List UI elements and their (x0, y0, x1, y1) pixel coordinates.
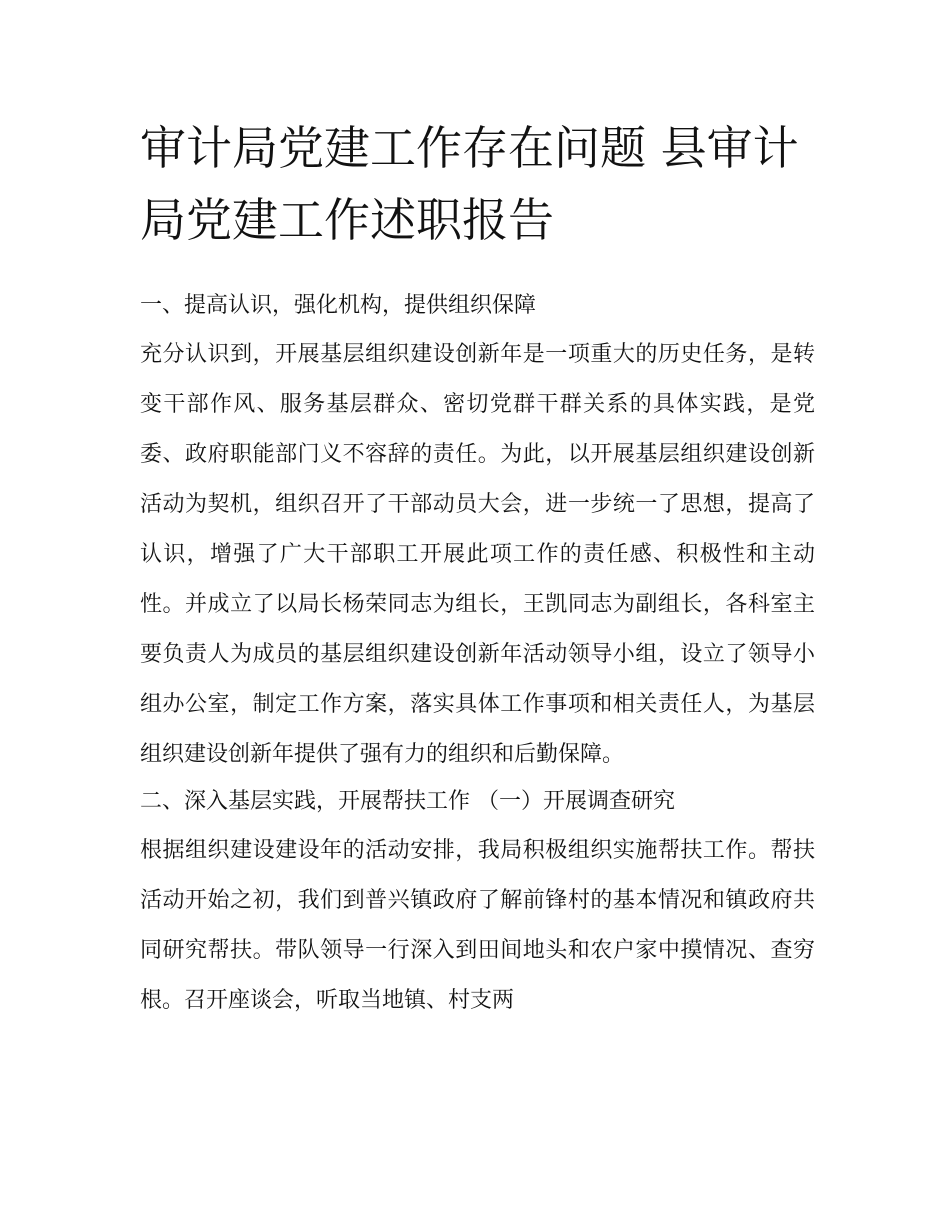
section-heading-1: 一、提高认识，强化机构，提供组织保障 (140, 293, 537, 318)
section-paragraph-1: 充分认识到，开展基层组织建设创新年是一项重大的历史任务，是转变干部作风、服务基层群众、密切党群干群关系的具体实践，是党委、政府职能部门义不容辞的责任。为此，以开展基层组织建设创新活动为契机，组织召开了干部动员大会，进一步统一了思想，提高了认识，增强了广大干部职工开展此项工作的责任感、积极性和主动性。并成立了以局长杨荣同志为组长，王凯同志为副组长，各科室主要负责人为成员的基层组织建设创新年活动领导小组，设立了领导小组办公室，制定工作方案，落实具体工作事项和相关责任人，为基层组织建设创新年提供了强有力的组织和后勤保障。 (140, 342, 815, 767)
section-paragraph-2: 根据组织建设建设年的活动安排，我局积极组织实施帮扶工作。帮扶活动开始之初，我们到普兴镇政府了解前锋村的基本情况和镇政府共同研究帮扶。带队领导一行深入到田间地头和农户家中摸情况、查穷根。召开座谈会，听取当地镇、村支两 (140, 838, 815, 1013)
section-heading-2: 二、深入基层实践，开展帮扶工作 （一）开展调查研究 (140, 789, 675, 814)
document-body (140, 112, 815, 1026)
document-title: 审计局党建工作存在问题 县审计局党建工作述职报告 (140, 121, 799, 247)
